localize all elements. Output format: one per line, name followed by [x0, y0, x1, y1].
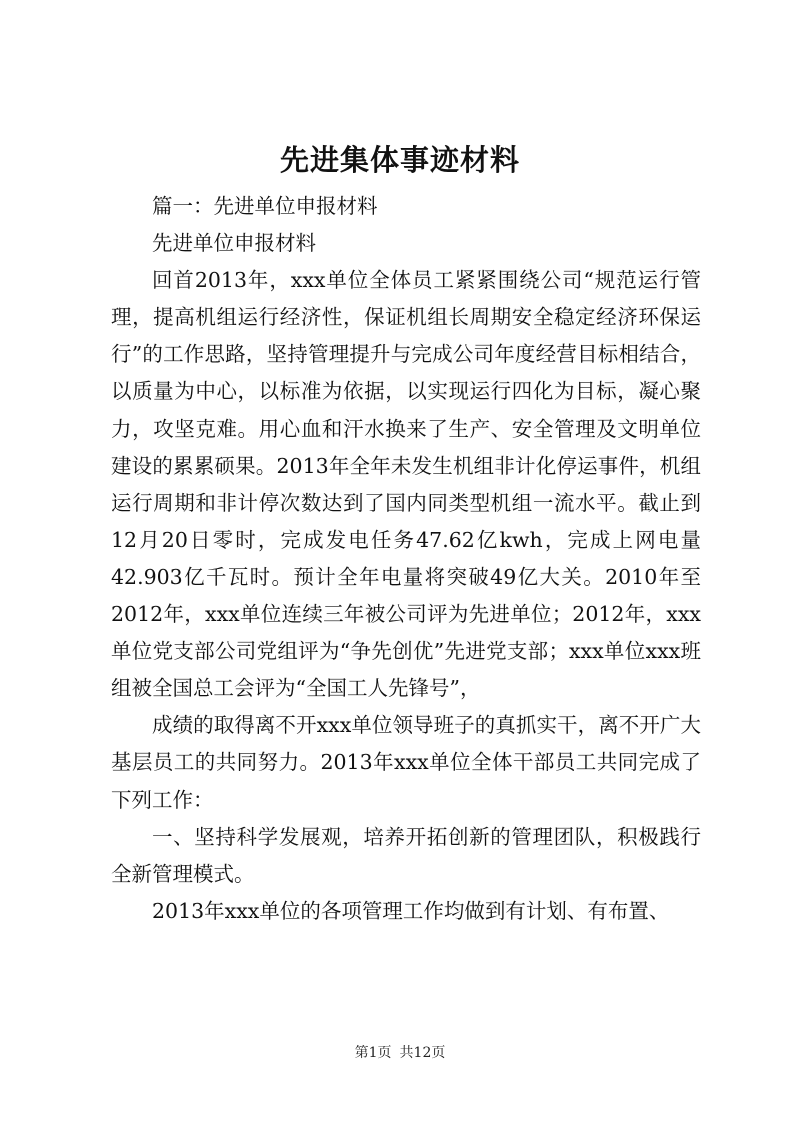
paragraph-achievements: 成绩的取得离不开xxx单位领导班子的真抓实干，离不开广大基层员工的共同努力。2013年xxx单位全体干部员工共同完成了下列工作： [111, 713, 701, 812]
paragraph-management: 2013年xxx单位的各项管理工作均做到有计划、有布置、 [152, 898, 670, 923]
document-title: 先进集体事迹材料 [279, 143, 520, 177]
paragraph-review: 回首2013年，xxx单位全体员工紧紧围绕公司“规范运行管理，提高机组运行经济性，保证机组长周期安全稳定经济环保运行”的工作思路，坚持管理提升与完成公司年度经营目标相结合，以质量为中心，以标准为依据，以实现运行四化为目标，凝心聚力，攻坚克难。用心血和汗水换来了生产、安全管理及文明单位建设的累累硕果。2013年全年未发生机组非计化停运事件，机组运行周期和非计停次数达到了国内同类型机组一流水平。截止到12月20日零时，完成发电任务47.62亿kwh，完成上网电量42.903亿千瓦时。预计全年电量将突破49亿大关。2010年至2012年，xxx单位连续三年被公司评为先进单位；2012年，xxx单位党支部公司党组评为“争先创优”先进党支部；xxx单位xxx班组被全国总工会评为“全国工人先锋号”， [111, 268, 701, 701]
page-total: 共12页 [399, 1045, 446, 1061]
page-number: 第1页 [354, 1045, 392, 1061]
paragraph-section-one: 一、坚持科学发展观，培养开拓创新的管理团队，积极践行全新管理模式。 [111, 824, 701, 886]
paragraph-subtitle: 篇一：先进单位申报材料 [152, 194, 378, 218]
document-body [111, 188, 701, 930]
page-footer [0, 1043, 800, 1063]
paragraph-heading: 先进单位申报材料 [152, 231, 316, 256]
